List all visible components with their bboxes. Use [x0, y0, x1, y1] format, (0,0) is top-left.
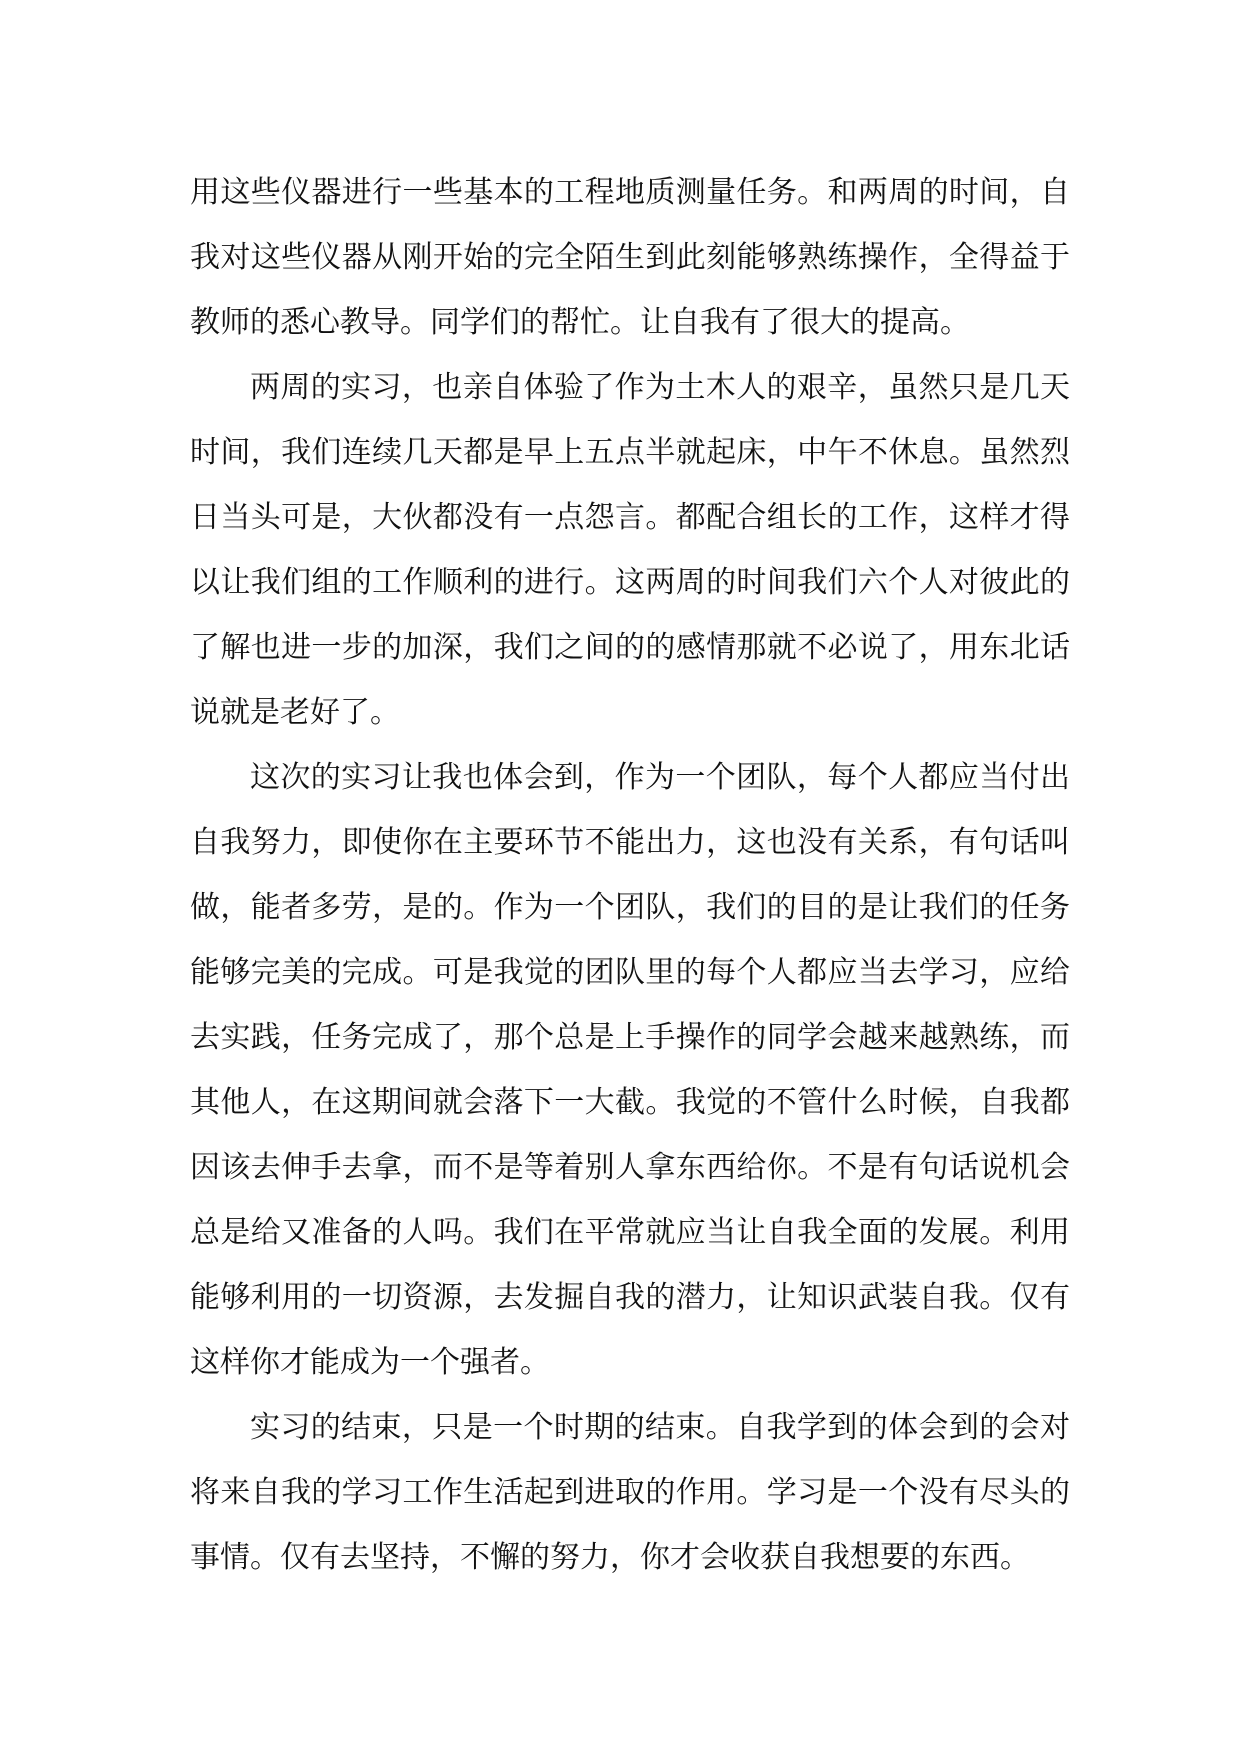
- document-body: [190, 160, 1070, 1590]
- paragraph-3: 这次的实习让我也体会到，作为一个团队，每个人都应当付出自我努力，即使你在主要环节不能出力，这也没有关系，有句话叫做，能者多劳，是的。作为一个团队，我们的目的是让我们的任务能够完美的完成。可是我觉的团队里的每个人都应当去学习，应给去实践，任务完成了，那个总是上手操作的同学会越来越熟练，而其他人，在这期间就会落下一大截。我觉的不管什么时候，自我都因该去伸手去拿，而不是等着别人拿东西给你。不是有句话说机会总是给又准备的人吗。我们在平常就应当让自我全面的发展。利用能够利用的一切资源，去发掘自我的潜力，让知识武装自我。仅有这样你才能成为一个强者。: [190, 760, 1070, 1380]
- paragraph-1: 用这些仪器进行一些基本的工程地质测量任务。和两周的时间，自我对这些仪器从刚开始的完全陌生到此刻能够熟练操作，全得益于教师的悉心教导。同学们的帮忙。让自我有了很大的提高。: [190, 175, 1070, 340]
- paragraph-4: 实习的结束，只是一个时期的结束。自我学到的体会到的会对将来自我的学习工作生活起到进取的作用。学习是一个没有尽头的事情。仅有去坚持，不懈的努力，你才会收获自我想要的东西。: [190, 1410, 1070, 1575]
- paragraph-2: 两周的实习，也亲自体验了作为土木人的艰辛，虽然只是几天时间，我们连续几天都是早上五点半就起床，中午不休息。虽然烈日当头可是，大伙都没有一点怨言。都配合组长的工作，这样才得以让我们组的工作顺利的进行。这两周的时间我们六个人对彼此的了解也进一步的加深，我们之间的的感情那就不必说了，用东北话说就是老好了。: [190, 370, 1070, 730]
